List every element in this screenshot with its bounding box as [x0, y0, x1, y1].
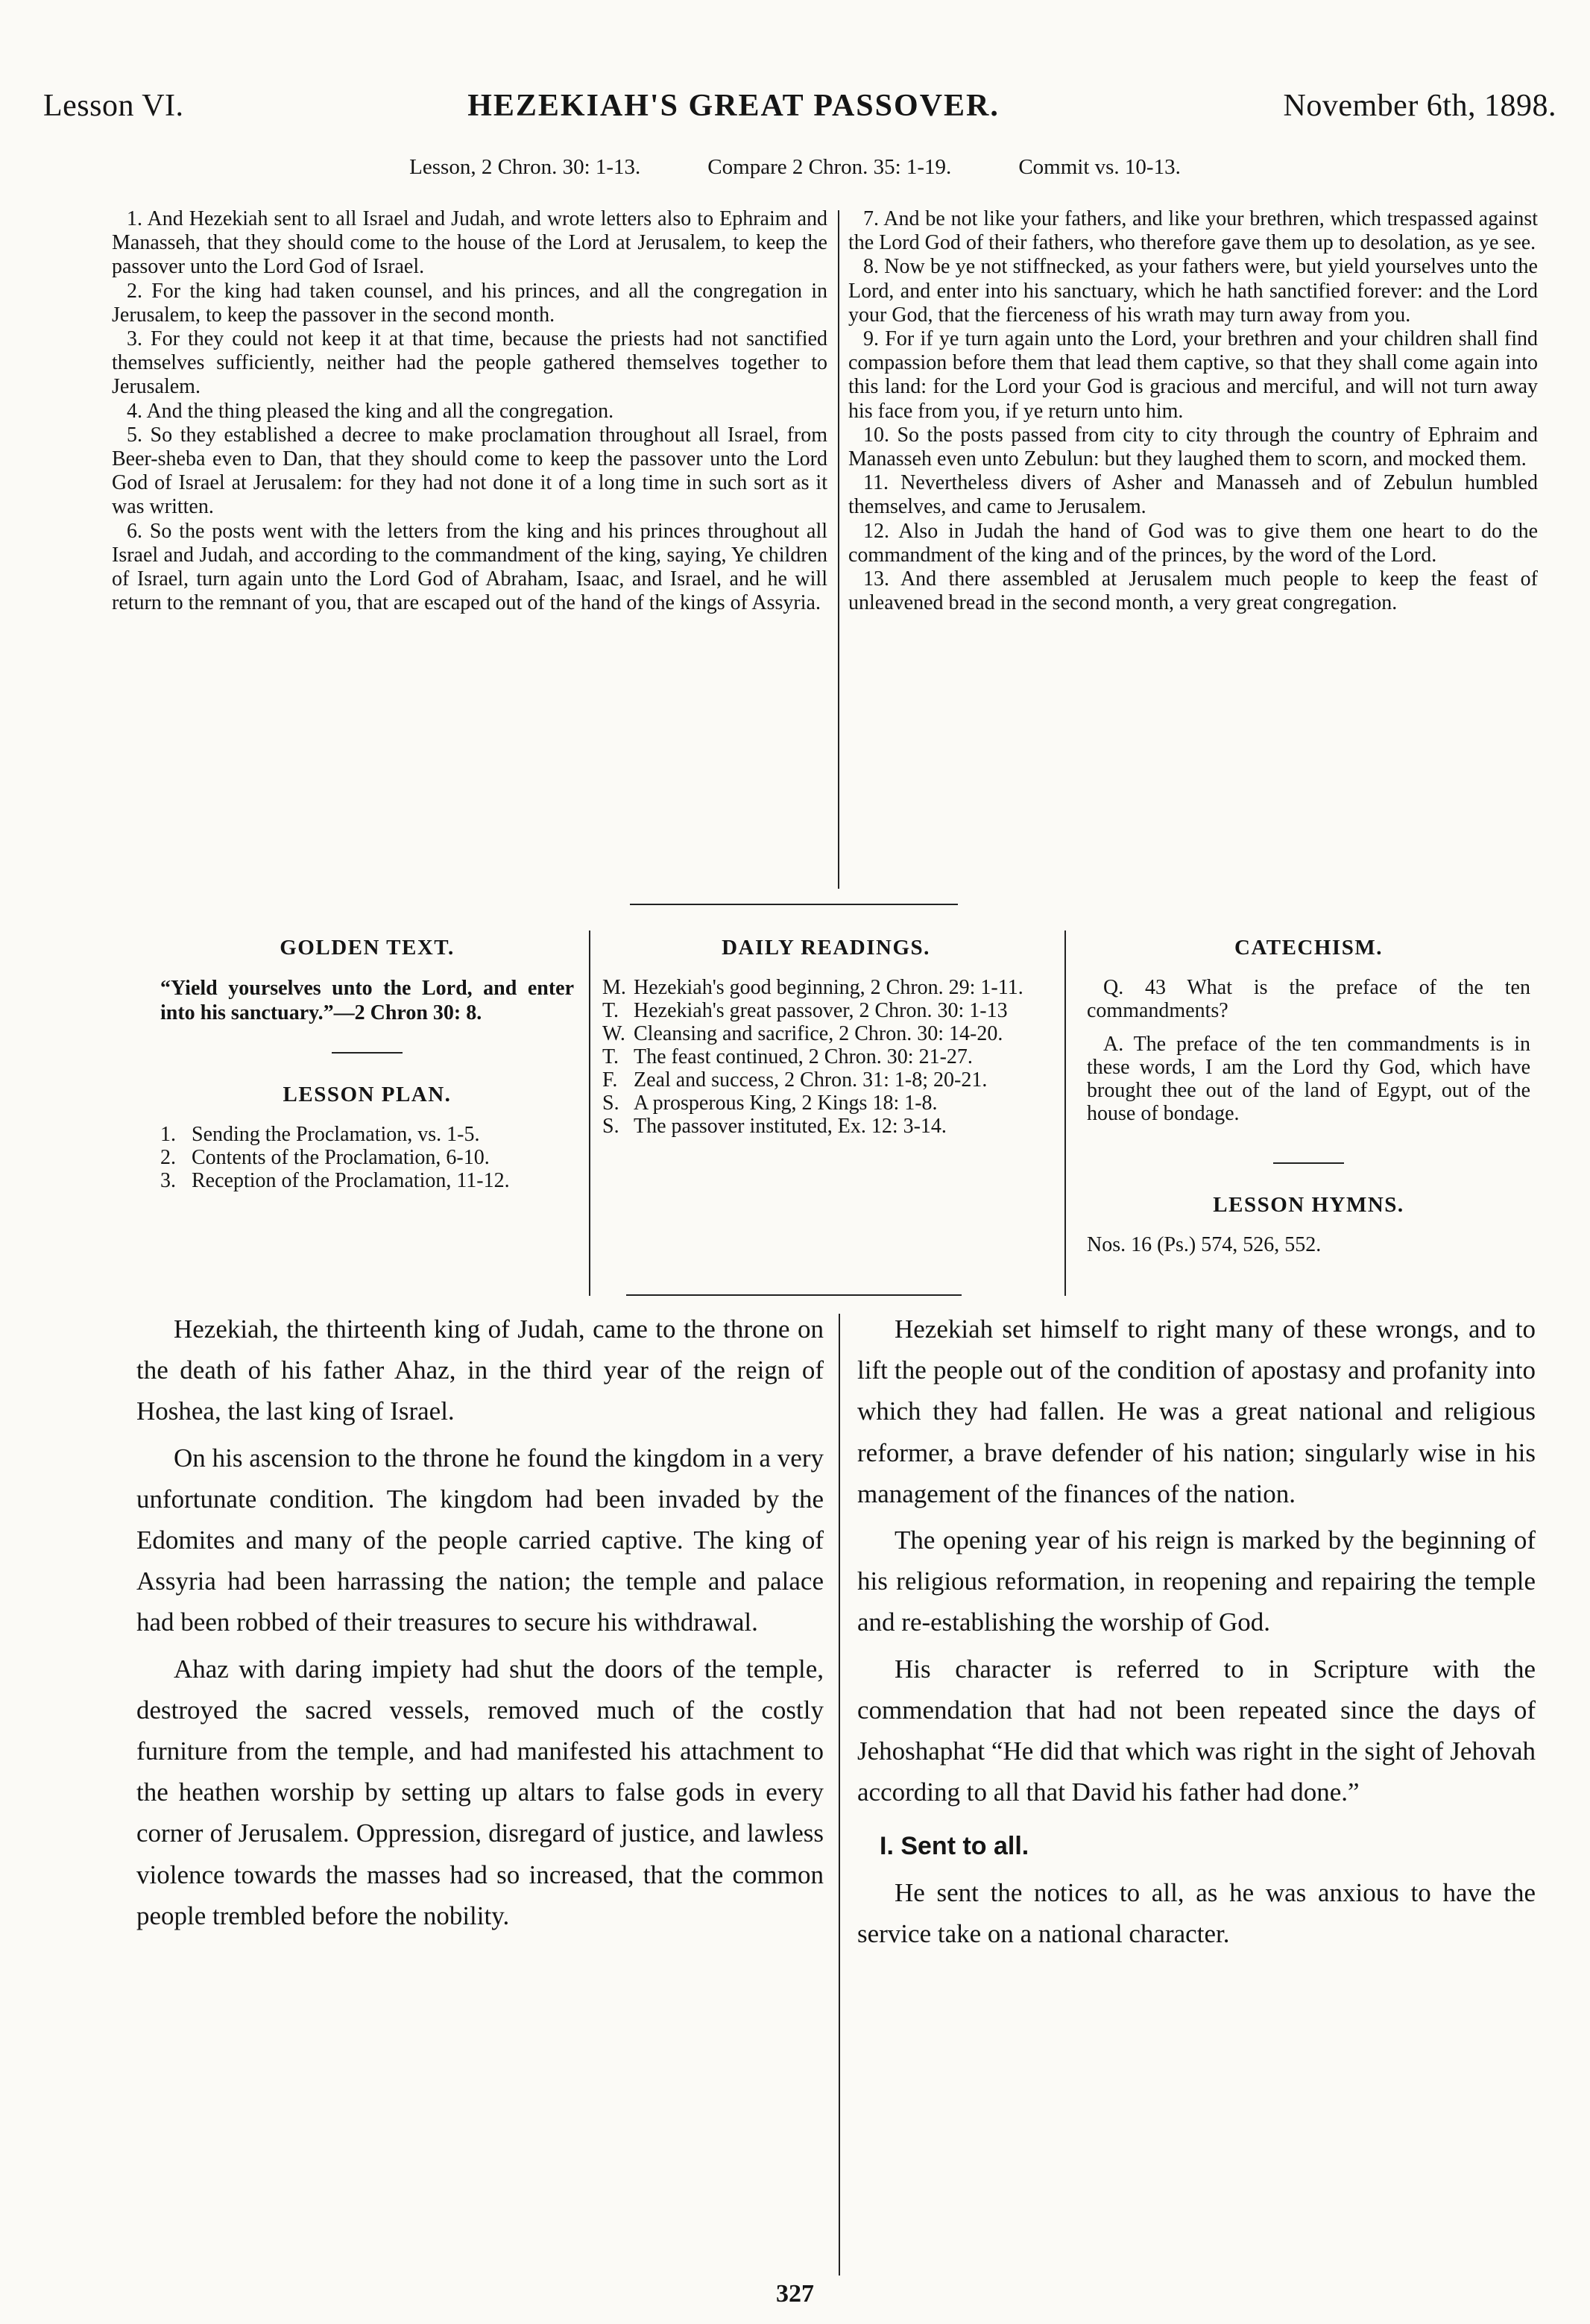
reading-day: T. — [602, 1045, 619, 1068]
list-item — [160, 1123, 574, 1146]
scripture-column-right — [848, 207, 1538, 615]
lesson-title: HEZEKIAH'S GREAT PASSOVER. — [467, 89, 1000, 123]
commit-verses: Commit vs. 10-13. — [1018, 155, 1181, 179]
list-number: 3. — [160, 1169, 176, 1192]
scripture-verse: 2. For the king had taken counsel, and his princes, and all the congregation in Jerusalem, to keep the passover in the second month. — [112, 279, 827, 327]
catechism — [1087, 936, 1530, 1256]
list-item — [602, 1115, 1050, 1138]
lesson-hymns-heading: LESSON HYMNS. — [1213, 1193, 1404, 1217]
golden-text-and-plan — [160, 936, 574, 1192]
reading-day: T. — [602, 999, 619, 1022]
catechism-question: Q. 43 What is the preface of the ten commandments? — [1087, 976, 1530, 1022]
list-item — [602, 1092, 1050, 1115]
essay-paragraph: On his ascension to the throne he found the kingdom in a very unfortunate condition. The kingdom had been invaded by the Edomites and many of the people carried captive. The king of Assyria had been harrassing the nation; the temple and palace had been robbed of their treasures to secure his withdrawal. — [136, 1443, 824, 1637]
lesson-hymns: Nos. 16 (Ps.) 574, 526, 552. — [1087, 1233, 1322, 1256]
section-subheading: I. Sent to all. — [880, 1832, 1029, 1861]
reading-text: Zeal and success, 2 Chron. 31: 1-8; 20-21. — [634, 1068, 988, 1092]
essay-paragraph: Hezekiah set himself to right many of these wrongs, and to lift the people out of the condition of apostasy and profanity into which they had fallen. He was a great national and religious reformer, a brave defender of his nation; singularly wise in his management of the finances of the nation. — [857, 1314, 1536, 1508]
scripture-verse: 3. For they could not keep it at that time, because the priests had not sanctified themselves sufficiently, neither had the people gathered themselves together to Jerusalem. — [112, 327, 827, 399]
lesson-plan-heading: LESSON PLAN. — [283, 1083, 452, 1106]
list-number: 2. — [160, 1146, 176, 1169]
daily-readings — [602, 936, 1050, 1138]
box-divider — [589, 930, 590, 1296]
list-item — [160, 1146, 574, 1169]
section-divider — [626, 1294, 962, 1296]
reading-text: Cleansing and sacrifice, 2 Chron. 30: 14-20. — [634, 1022, 1003, 1045]
essay-paragraph: He sent the notices to all, as he was anxious to have the service take on a national character. — [857, 1877, 1536, 1948]
list-item — [602, 1068, 1050, 1092]
list-text: Reception of the Proclamation, 11-12. — [192, 1169, 510, 1192]
scripture-verse: 8. Now be ye not stiffnecked, as your fathers were, but yield yourselves unto the Lord, and enter into his sanctuary, which he hath sanctified forever: and the Lord your God, that the fierceness of his wrath may turn away from you. — [848, 255, 1538, 327]
essay-column-left — [136, 1309, 824, 1942]
short-rule — [1273, 1162, 1344, 1164]
daily-readings-heading: DAILY READINGS. — [722, 936, 930, 960]
section-divider — [630, 904, 958, 905]
scripture-verse: 9. For if ye turn again unto the Lord, your brethren and your children shall find compassion before them that lead them captive, so that they shall come again into this land: for the Lord your God is gracious and merciful, and will not turn away his face from you, if ye return unto him. — [848, 327, 1538, 423]
reading-text: A prosperous King, 2 Kings 18: 1-8. — [634, 1092, 938, 1115]
lesson-date: November 6th, 1898. — [1283, 89, 1556, 123]
page-header — [43, 88, 1556, 124]
short-rule — [332, 1052, 403, 1054]
column-divider — [839, 1314, 840, 2276]
scripture-verse: 11. Nevertheless divers of Asher and Manasseh and of Zebulun humbled themselves, and came to Jerusalem. — [848, 471, 1538, 519]
scripture-verse: 4. And the thing pleased the king and all the congregation. — [127, 399, 614, 423]
catechism-heading: CATECHISM. — [1234, 936, 1383, 960]
list-item — [602, 976, 1050, 999]
list-number: 1. — [160, 1123, 176, 1146]
list-item — [602, 999, 1050, 1022]
essay-paragraph: Ahaz with daring impiety had shut the doors of the temple, destroyed the sacred vessels, removed much of the costly furniture from the temple, and had manifested his attachment to the heathen worship by setting up altars to false gods in every corner of Jerusalem. Oppression, disregard of justice, and lawless violence towards the masses had so increased, that the common people trembled before the nobility. — [136, 1654, 824, 1930]
compare-passage: Compare 2 Chron. 35: 1-19. — [707, 155, 952, 179]
golden-text-heading: GOLDEN TEXT. — [280, 936, 455, 960]
lesson-reference — [0, 155, 1590, 180]
scripture-column-left — [112, 207, 827, 615]
reading-day: S. — [602, 1092, 619, 1115]
lesson-passage: Lesson, 2 Chron. 30: 1-13. — [409, 155, 641, 179]
scripture-verse: 12. Also in Judah the hand of God was to give them one heart to do the commandment of the king and of the princes, by the word of the Lord. — [848, 519, 1538, 567]
reading-day: F. — [602, 1068, 618, 1092]
box-divider — [1064, 930, 1066, 1296]
scripture-verse: 5. So they established a decree to make proclamation throughout all Israel, from Beer-sheba even to Dan, that they should come to keep the passover unto the Lord God of Israel at Jerusalem: for they had not done it of a long time in such sort as it was written. — [112, 423, 827, 519]
scripture-verse: 10. So the posts passed from city to city through the country of Ephraim and Manasseh even unto Zebulun: but they laughed them to scorn, and mocked them. — [848, 423, 1538, 471]
lesson-number: Lesson VI. — [43, 89, 184, 123]
reading-day: S. — [602, 1115, 619, 1138]
essay-column-right — [857, 1309, 1536, 1959]
reading-day: W. — [602, 1022, 625, 1045]
page-number: 327 — [776, 2280, 814, 2308]
scripture-verse: 6. So the posts went with the letters from the king and his princes throughout all Israel and Judah, and according to the commandment of the king, saying, Ye children of Israel, turn again unto the Lord God of Abraham, Isaac, and Israel, and he will return to the remnant of you, that are escaped out of the hand of the kings of Assyria. — [112, 519, 827, 615]
reading-text: Hezekiah's great passover, 2 Chron. 30: 1-13 — [634, 999, 1008, 1022]
list-item — [602, 1022, 1050, 1045]
scripture-verse: 13. And there assembled at Jerusalem much people to keep the feast of unleavened bread in the second month, a very great congregation. — [848, 567, 1538, 615]
golden-text: “Yield yourselves unto the Lord, and enter into his sanctuary.”—2 Chron 30: 8. — [160, 977, 574, 1024]
list-item — [160, 1169, 574, 1192]
list-text: Sending the Proclamation, vs. 1-5. — [192, 1123, 480, 1146]
list-item — [602, 1045, 1050, 1068]
essay-paragraph: The opening year of his reign is marked by the beginning of his religious reformation, in reopening and repairing the temple and re-establishing the worship of God. — [857, 1525, 1536, 1637]
essay-paragraph: His character is referred to in Scripture with the commendation that had not been repeated since the days of Jehoshaphat “He did that which was right in the sight of Jehovah according to all that David his father had done.” — [857, 1654, 1536, 1807]
list-text: Contents of the Proclamation, 6-10. — [192, 1146, 490, 1169]
reading-text: The passover instituted, Ex. 12: 3-14. — [634, 1115, 947, 1138]
reading-text: Hezekiah's good beginning, 2 Chron. 29: 1-11. — [634, 976, 1023, 999]
reading-text: The feast continued, 2 Chron. 30: 21-27. — [634, 1045, 973, 1068]
catechism-answer: A. The preface of the ten commandments is in these words, I am the Lord thy God, which have brought thee out of the land of Egypt, out of the house of bondage. — [1087, 1033, 1530, 1125]
scripture-verse: 7. And be not like your fathers, and like your brethren, which trespassed against the Lord God of their fathers, who therefore gave them up to desolation, as ye see. — [848, 207, 1538, 255]
column-divider — [838, 210, 839, 889]
scripture-verse: 1. And Hezekiah sent to all Israel and Judah, and wrote letters also to Ephraim and Manasseh, that they should come to the house of the Lord at Jerusalem, to keep the passover unto the Lord God of Israel. — [112, 207, 827, 279]
reading-day: M. — [602, 976, 626, 999]
essay-paragraph: Hezekiah, the thirteenth king of Judah, came to the throne on the death of his father Ahaz, in the third year of the reign of Hoshea, the last king of Israel. — [136, 1314, 824, 1426]
